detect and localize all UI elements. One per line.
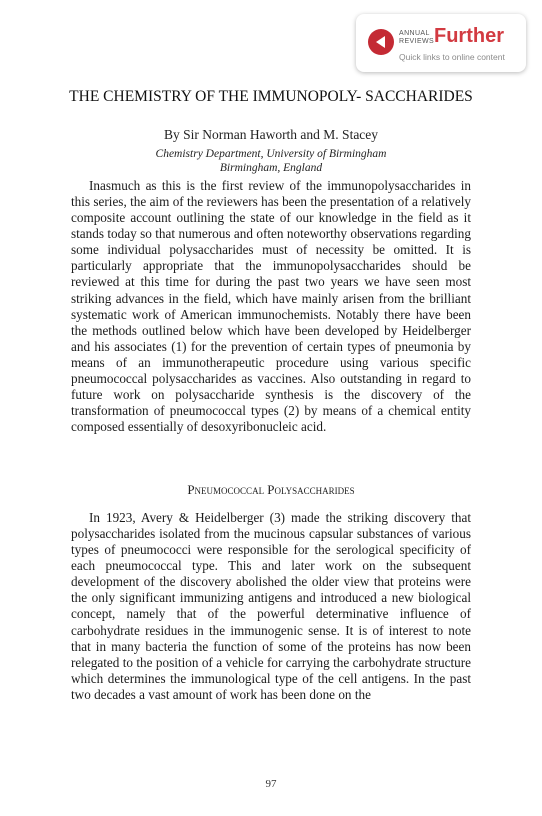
affiliation-line-2: Birmingham, England <box>219 162 323 174</box>
annual-reviews-further-badge[interactable] <box>356 14 526 72</box>
intro-paragraph: Inasmuch as this is the first review of the immunopolysaccharides in this series, the aim of the reviewers has been the presentation of a relatively composite account outlining the state of our knowledge in the field as it stands today so that numerous and often noteworthy observations regarding some individual polysaccharides must of necessity be omitted. It is particularly appropriate that the immunopolysaccharides should be reviewed at this time for during the past two years we have seen most striking advances in the field, which have mainly arisen from the brilliant systematic work of American immunochemists. Notably there have been the methods outlined below which have been developed by Heidelberger and his associates (1) for the prevention of certain types of pneumonia by means of an immunotherapeutic procedure using various specific pneumococcal polysaccharides as vaccines. Also outstanding in regard to future work on polysaccharide synthesis is the discovery of the transformation of pneumococcal types (2) by means of a chemical entity composed essentially of desoxyribonucleic acid. <box>71 178 471 435</box>
article-authors: By Sir Norman Haworth and M. Stacey <box>163 127 379 142</box>
author-affiliation <box>60 147 482 175</box>
body-paragraph: In 1923, Avery & Heidelberger (3) made the striking discovery that polysaccharides isolated from the mucinous capsular substances of various types of pneumococci were responsible for the serological specificity of each pneumococcal type. This and later work on the subsequent development of the discovery abolished the older view that proteins were the only significant immunizing antigens and introduced a new biological concept, namely that of the powerful determinative influence of carbohydrate residues in the immunogenic sense. It is of interest to note that in many bacteria the function of some of the proteins has now been relegated to the position of a vehicle for carrying the carbohydrate structure which determines the immunological type of the cell antigens. In the past two decades a vast amount of work has been done on the <box>71 510 471 702</box>
affiliation-line-1: Chemistry Department, University of Birmingham <box>155 148 387 160</box>
badge-subtitle: Quick links to online content <box>399 52 505 62</box>
badge-further-label: Further <box>434 25 504 47</box>
page-number: 97 <box>265 778 277 790</box>
badge-publisher-label: ANNUAL REVIEWS <box>399 30 435 45</box>
section-heading: Pneumococcal Polysaccharides <box>187 482 355 497</box>
article-title: THE CHEMISTRY OF THE IMMUNOPOLY- SACCHARIDES <box>69 88 473 105</box>
annual-reviews-logo-icon <box>368 29 394 55</box>
